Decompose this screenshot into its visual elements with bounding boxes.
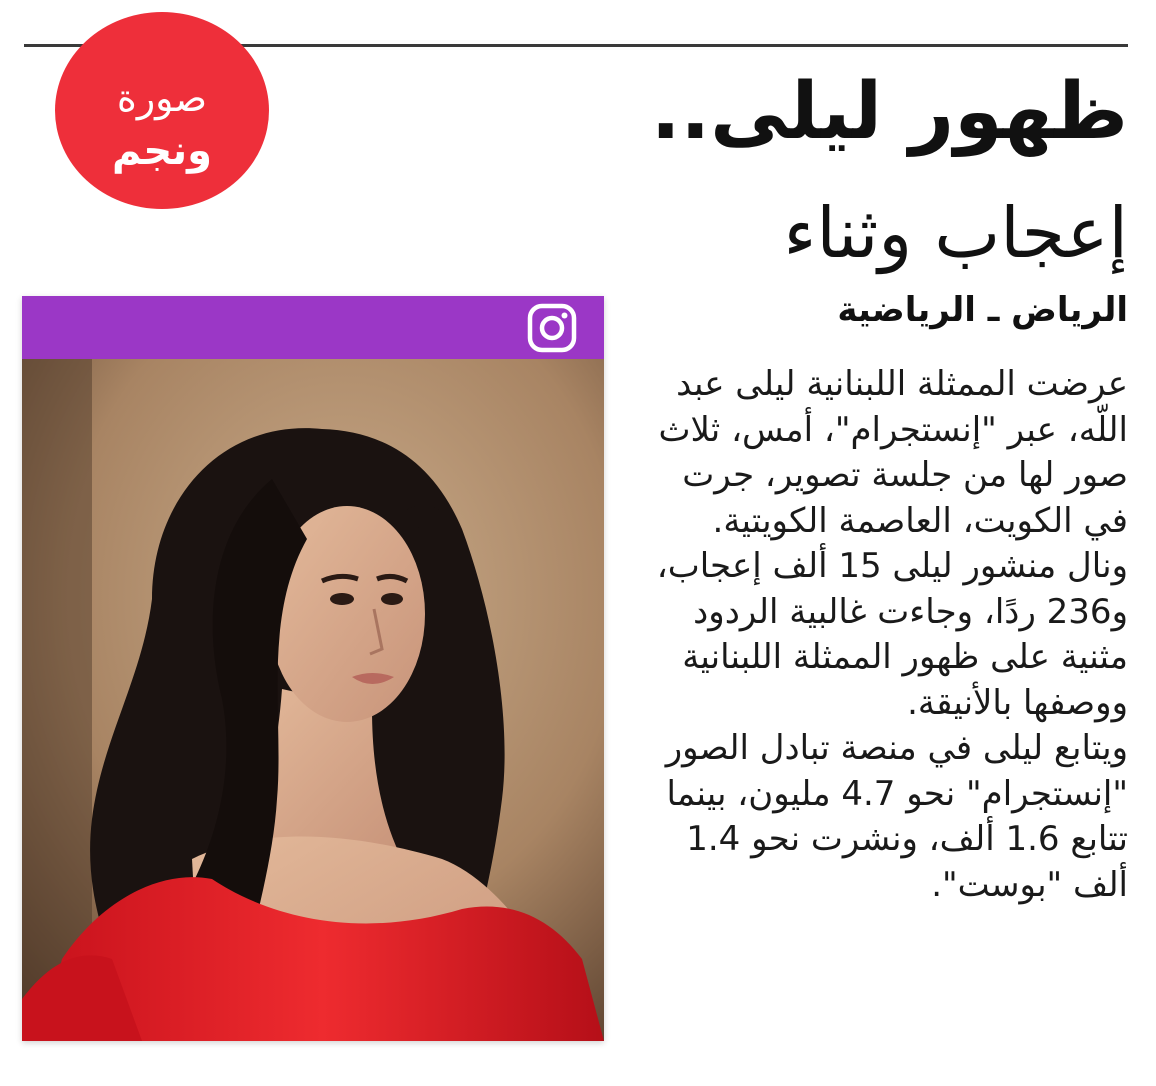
photo-card — [22, 296, 604, 1041]
badge-line-2: ونجم — [111, 128, 213, 174]
instagram-bar — [22, 296, 604, 359]
badge-line-1: صورة — [116, 76, 208, 120]
headline: ظهور ليلى.. — [650, 67, 1128, 157]
article-body — [643, 362, 1128, 908]
article-paragraph-3: ويتابع ليلى في منصة تبادل الصور "إنستجرام" نحو 4.7 مليون، بينما تتابع 1.6 ألف، ونشرت نحو 1.4 ألف "بوست". — [665, 728, 1128, 905]
subheadline: إعجاب وثناء — [783, 192, 1128, 274]
instagram-icon — [527, 303, 577, 353]
portrait-photo — [22, 359, 604, 1041]
article-paragraph-2: ونال منشور ليلى 15 ألف إعجاب، و236 ردًا، وجاءت غالبية الردود مثنية على ظهور الممثلة اللبنانية ووصفها بالأنيقة. — [656, 546, 1128, 723]
section-badge — [55, 12, 269, 209]
byline: الرياض ـ الرياضية — [837, 290, 1128, 330]
article-paragraph-1: عرضت الممثلة اللبنانية ليلى عبد اللّه، عبر "إنستجرام"، أمس، ثلاث صور لها من جلسة تصوير، جرت في الكويت، العاصمة الكويتية. — [658, 364, 1128, 541]
